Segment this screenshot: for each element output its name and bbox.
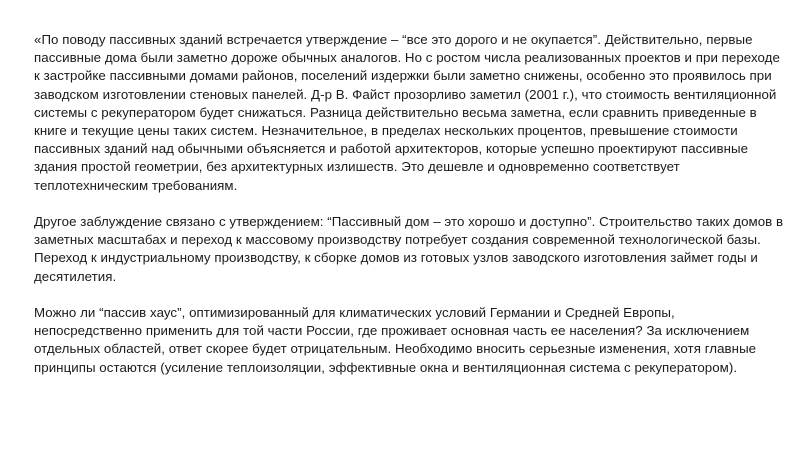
- paragraph-russia-climate: Можно ли “пассив хаус”, оптимизированный для климатических условий Германии и Средней Европы, непосредственно применить для той части России, где проживает основная часть ее населения? За исключением отдельных областей, ответ скорее будет отрицательным. Необходимо вносить серьезные изменения, хотя главные принципы остаются (усиление теплоизоляции, эффективные окна и вентиляционная система с рекуператором).: [34, 305, 757, 375]
- paragraph-cost: «По поводу пассивных зданий встречается утверждение – “все это дорого и не окупается”. Действительно, первые пассивные дома были заметно дороже обычных аналогов. Но с ростом числа реализованных проектов и при переходе к застройке пассивными домами районов, поселений издержки были заметно снижены, особенно это проявилось при заводском изготовлении стеновых панелей. Д-р В. Файст прозорливо заметил (2001 г.), что стоимость вентиляционной системы с рекуператором будет снижаться. Разница действительно весьма заметна, если сравнить приведенные в книге и текущие цены таких систем. Незначительное, в пределах нескольких процентов, превышение стоимости пассивных зданий над обычными объясняется и работой архитекторов, которые успешно проектируют пассивные здания простой геометрии, без архитектурных излишеств. Это дешевле и одновременно соответствует теплотехническим требованиям.: [34, 32, 780, 193]
- text-block: [34, 31, 786, 377]
- paragraph-accessibility: Другое заблуждение связано с утверждением: “Пассивный дом – это хорошо и доступно”. Строительство таких домов в заметных масштабах и переход к массовому производству потребует создания современной технологической базы. Переход к индустриальному производству, к сборке домов из готовых узлов заводского изготовления займет годы и десятилетия.: [34, 214, 784, 284]
